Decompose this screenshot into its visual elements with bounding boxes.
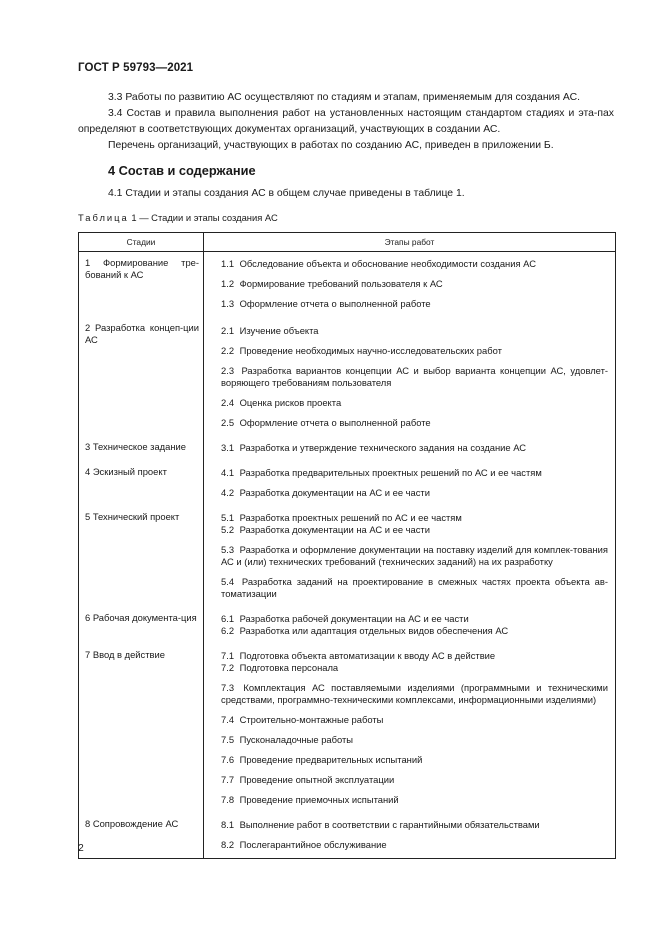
stage-name: 1 Формирование тре-бований к АС xyxy=(85,257,199,280)
table-row xyxy=(79,461,616,506)
stage-cell xyxy=(79,506,204,607)
work-step xyxy=(204,389,615,409)
step-text: Подготовка объекта автоматизации к вводу АС в действие xyxy=(239,650,496,661)
row-spacer xyxy=(204,429,615,436)
stages-table xyxy=(78,232,616,859)
work-step xyxy=(204,252,615,270)
step-text: Оценка рисков проекта xyxy=(239,397,342,408)
step-text: Проведение предварительных испытаний xyxy=(239,754,423,765)
work-step xyxy=(204,461,615,479)
section-title: 4 Состав и содержание xyxy=(108,163,256,178)
step-text: Обследование объекта и обоснование необходимости создания АС xyxy=(239,258,536,269)
steps-cell xyxy=(204,506,616,607)
work-step xyxy=(204,357,615,389)
step-text: Послегарантийное обслуживание xyxy=(239,839,387,850)
step-text: Комплектация АС поставляемыми изделиями (программными и техническими средствами, программно-техническими комплексами, информационными изделиями) xyxy=(221,682,608,705)
document-code: ГОСТ Р 59793—2021 xyxy=(78,62,194,74)
work-step xyxy=(204,746,615,766)
table-row xyxy=(79,813,616,859)
step-text: Разработка и утверждение технического задания на создание АС xyxy=(239,442,527,453)
step-number: 7.4 xyxy=(221,714,235,725)
work-step xyxy=(204,436,615,454)
work-step xyxy=(204,270,615,290)
step-number: 7.8 xyxy=(221,794,235,805)
work-step xyxy=(204,813,615,831)
step-number: 5.3 xyxy=(221,544,235,555)
work-step xyxy=(204,607,615,625)
stage-name: 6 Рабочая документа-ция xyxy=(85,612,197,623)
stage-cell xyxy=(79,436,204,461)
step-number: 2.5 xyxy=(221,417,235,428)
work-step xyxy=(204,290,615,310)
stage-name: 7 Ввод в действие xyxy=(85,649,165,660)
row-spacer xyxy=(204,310,615,317)
step-number: 5.1 xyxy=(221,512,235,523)
step-text: Разработка заданий на проектирование в смежных частях проекта объекта ав-томатизации xyxy=(221,576,608,599)
stage-cell xyxy=(79,461,204,506)
work-step xyxy=(204,479,615,499)
stage-name: 2 Разработка концеп-ции АС xyxy=(85,322,199,345)
stage-cell xyxy=(79,317,204,436)
work-step xyxy=(204,644,615,662)
stage-name: 5 Технический проект xyxy=(85,511,180,522)
row-spacer xyxy=(204,851,615,858)
step-text: Разработка предварительных проектных решений по АС и ее частям xyxy=(239,467,542,478)
stage-name: 3 Техническое задание xyxy=(85,441,186,452)
step-text: Разработка документации на АС и ее части xyxy=(239,524,430,535)
step-number: 7.3 xyxy=(221,682,235,693)
step-number: 1.2 xyxy=(221,278,235,289)
steps-cell xyxy=(204,436,616,461)
row-spacer xyxy=(204,454,615,461)
step-text: Изучение объекта xyxy=(239,325,319,336)
steps-cell xyxy=(204,317,616,436)
step-text: Пусконаладочные работы xyxy=(239,734,354,745)
step-number: 5.4 xyxy=(221,576,235,587)
work-step xyxy=(204,674,615,706)
step-number: 2.4 xyxy=(221,397,235,408)
column-header-stages: Стадии xyxy=(79,233,204,252)
step-number: 6.2 xyxy=(221,625,235,636)
steps-cell xyxy=(204,813,616,859)
step-text: Проведение опытной эксплуатации xyxy=(239,774,395,785)
stage-name: 4 Эскизный проект xyxy=(85,466,167,477)
table-header-row xyxy=(79,233,616,252)
step-text: Оформление отчета о выполненной работе xyxy=(239,417,431,428)
step-number: 7.7 xyxy=(221,774,235,785)
step-number: 5.2 xyxy=(221,524,235,535)
step-number: 8.2 xyxy=(221,839,235,850)
step-text: Подготовка персонала xyxy=(239,662,339,673)
row-spacer xyxy=(204,499,615,506)
work-step xyxy=(204,568,615,600)
steps-cell xyxy=(204,461,616,506)
step-number: 1.1 xyxy=(221,258,235,269)
step-number: 6.1 xyxy=(221,613,235,624)
step-number: 2.3 xyxy=(221,365,235,376)
paragraph-4-1: 4.1 Стадии и этапы создания АС в общем случае приведены в таблице 1. xyxy=(108,188,465,199)
step-text: Разработка вариантов концепции АС и выбор варианта концепции АС, удовлет-воряющего требованиям пользователя xyxy=(221,365,609,388)
step-number: 7.2 xyxy=(221,662,235,673)
step-number: 3.1 xyxy=(221,442,235,453)
step-number: 7.1 xyxy=(221,650,235,661)
row-spacer xyxy=(204,637,615,644)
paragraph-3-4: 3.4 Состав и правила выполнения работ на установленных настоящим стандартом стадиях и эта-пах определяют в соответствующих документах организаций, участвующих в создании АС. xyxy=(78,108,614,135)
column-header-steps: Этапы работ xyxy=(204,233,616,252)
table-row xyxy=(79,506,616,607)
table-row xyxy=(79,317,616,436)
work-step xyxy=(204,317,615,337)
work-step xyxy=(204,409,615,429)
step-text: Разработка или адаптация отдельных видов обеспечения АС xyxy=(239,625,509,636)
step-text: Оформление отчета о выполненной работе xyxy=(239,298,431,309)
table-row xyxy=(79,644,616,813)
step-number: 8.1 xyxy=(221,819,235,830)
stage-cell xyxy=(79,252,204,318)
step-text: Проведение приемочных испытаний xyxy=(239,794,399,805)
page-number: 2 xyxy=(78,843,84,854)
step-number: 2.1 xyxy=(221,325,235,336)
work-step xyxy=(204,786,615,806)
work-step xyxy=(204,524,615,536)
steps-cell xyxy=(204,252,616,318)
work-step xyxy=(204,625,615,637)
step-text: Выполнение работ в соответствии с гарантийными обязательствами xyxy=(239,819,540,830)
step-number: 2.2 xyxy=(221,345,235,356)
paragraph-3-3: 3.3 Работы по развитию АС осуществляют по стадиям и этапам, применяемым для создания АС. xyxy=(108,92,580,103)
work-step xyxy=(204,337,615,357)
stage-cell xyxy=(79,607,204,644)
steps-cell xyxy=(204,644,616,813)
step-number: 7.6 xyxy=(221,754,235,765)
step-text: Разработка и оформление документации на поставку изделий для комплек-тования АС и (или) технических требований (технических заданий) на их разработку xyxy=(221,544,608,567)
step-number: 7.5 xyxy=(221,734,235,745)
table-row xyxy=(79,252,616,318)
step-number: 4.1 xyxy=(221,467,235,478)
row-spacer xyxy=(204,806,615,813)
table-row xyxy=(79,607,616,644)
step-text: Разработка рабочей документации на АС и ее части xyxy=(239,613,469,624)
steps-cell xyxy=(204,607,616,644)
work-step xyxy=(204,766,615,786)
step-number: 1.3 xyxy=(221,298,235,309)
work-step xyxy=(204,831,615,851)
work-step xyxy=(204,536,615,568)
work-step xyxy=(204,506,615,524)
step-text: Разработка проектных решений по АС и ее частям xyxy=(239,512,462,523)
row-spacer xyxy=(204,600,615,607)
step-text: Строительно-монтажные работы xyxy=(239,714,384,725)
work-step xyxy=(204,662,615,674)
stage-cell xyxy=(79,813,204,859)
table-caption: Таблица 1 — Стадии и этапы создания АС xyxy=(78,212,278,223)
work-step xyxy=(204,706,615,726)
work-step xyxy=(204,726,615,746)
stage-name: 8 Сопровождение АС xyxy=(85,818,179,829)
stage-cell xyxy=(79,644,204,813)
step-text: Разработка документации на АС и ее части xyxy=(239,487,430,498)
paragraph-organizations: Перечень организаций, участвующих в работах по созданию АС, приведен в приложении Б. xyxy=(108,140,554,151)
step-text: Формирование требований пользователя к АС xyxy=(239,278,443,289)
table-row xyxy=(79,436,616,461)
step-number: 4.2 xyxy=(221,487,235,498)
step-text: Проведение необходимых научно-исследовательских работ xyxy=(239,345,502,356)
